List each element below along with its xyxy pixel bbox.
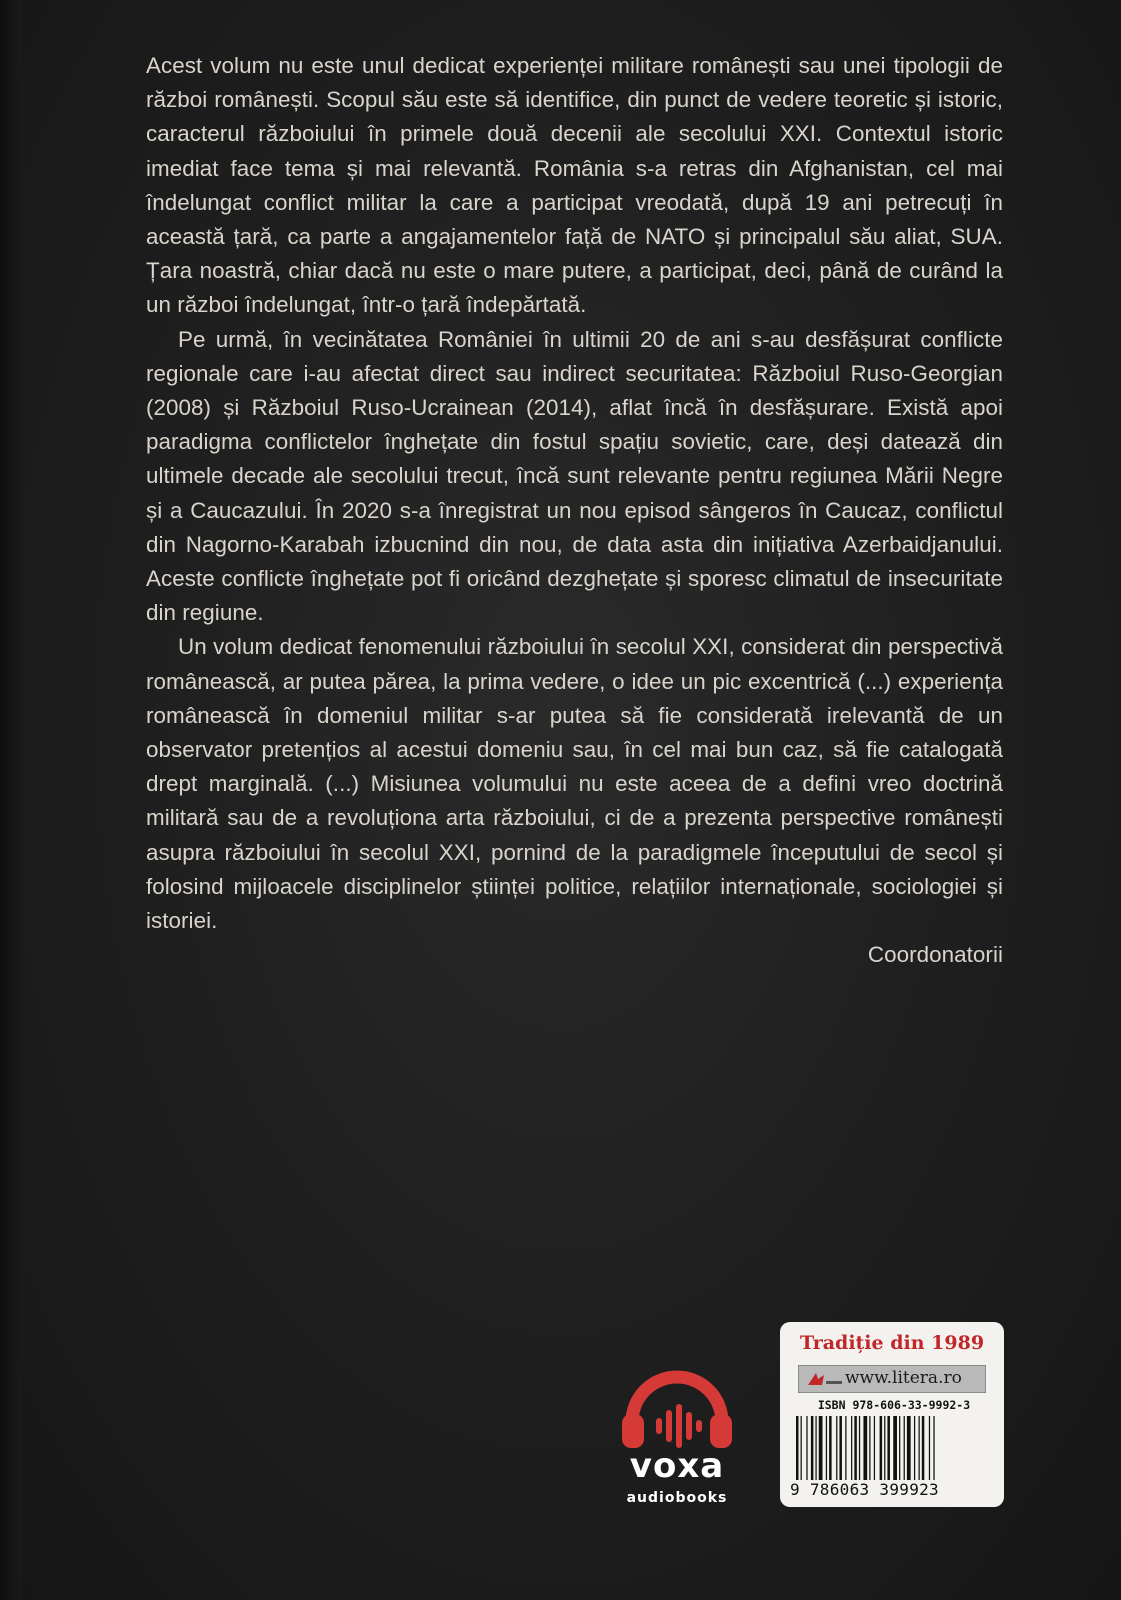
barcode-digits: 9 786063 399923 [790, 1480, 939, 1499]
blurb-signature: Coordonatorii [867, 942, 1003, 968]
barcode-sticker [780, 1322, 1004, 1507]
logo-wordmark: voxa [629, 1446, 725, 1486]
website-url: www.litera.ro [845, 1368, 962, 1388]
voxa-logo [612, 1360, 742, 1510]
blurb-paragraph-3: Un volum dedicat fenomenului războiului în secolul XXI, considerat din perspectivă românească, ar putea părea, la prima vedere, o idee un pic excentrică (...) experiența românească în domeniul militar s-ar putea să fie considerată irelevantă de un observator pretențios al acestui domeniu sau, în cel mai bun caz, să fie catalogată drept marginală. (...) Misiunea volumului nu este aceea de a defini vreo doctrină militară sau de a revoluționa arta războiului, ci de a prezenta perspective românești asupra războiului în secolul XXI, pornind de la paradigmele începutului de secol și folosind mijloacele disciplinelor științei politice, relațiilor internaționale, sociologiei și istoriei. [146, 634, 1003, 934]
isbn-number: ISBN 978-606-33-9992-3 [817, 1398, 971, 1412]
litera-logo-icon [804, 1369, 844, 1389]
blurb-text [146, 49, 1003, 972]
blurb-paragraph-1: Acest volum nu este unul dedicat experienței militare românești sau unei tipologii de război românești. Scopul său este să identifice, din punct de vedere teoretic și istoric, caracterul războiului în primele două decenii ale secolului XXI. Contextul istoric imediat face tema și mai relevantă. România s-a retras din Afghanistan, cel mai îndelungat conflict militar la care a participat vreodată, după 19 ani petrecuți în această țară, ca parte a angajamentelor față de NATO și principalul său aliat, SUA. Țara noastră, chiar dacă nu este o mare putere, a participat, deci, până de curând la un război îndelungat, într-o țară îndepărtată. [146, 53, 1003, 318]
website-box [798, 1365, 986, 1393]
barcode-icon [796, 1416, 990, 1480]
blurb-paragraph-2: Pe urmă, în vecinătatea României în ultimii 20 de ani s-au desfășurat conflicte regionale care i-au afectat direct sau indirect securitatea: Războiul Ruso-Georgian (2008) și Războiul Ruso-Ucrainean (2014), aflat încă în desfășurare. Există apoi paradigma conflictelor înghețate din fostul spațiu sovietic, care, deși datează din ultimele decade ale secolului trecut, încă sunt relevante pentru regiunea Mării Negre și a Caucazului. În 2020 s-a înregistrat un nou episod sângeros în Caucaz, conflictul din Nagorno-Karabah izbucnind din nou, de data asta din inițiativa Azerbaidjanului. Aceste conflicte înghețate pot fi oricând dezghețate și sporesc climatul de insecuritate din regiune. [146, 326, 1003, 626]
headphones-icon [612, 1360, 742, 1450]
spine-edge [0, 0, 22, 1600]
logo-subtitle: audiobooks [626, 1490, 728, 1506]
publisher-tagline: Tradiție din 1989 [799, 1332, 985, 1354]
